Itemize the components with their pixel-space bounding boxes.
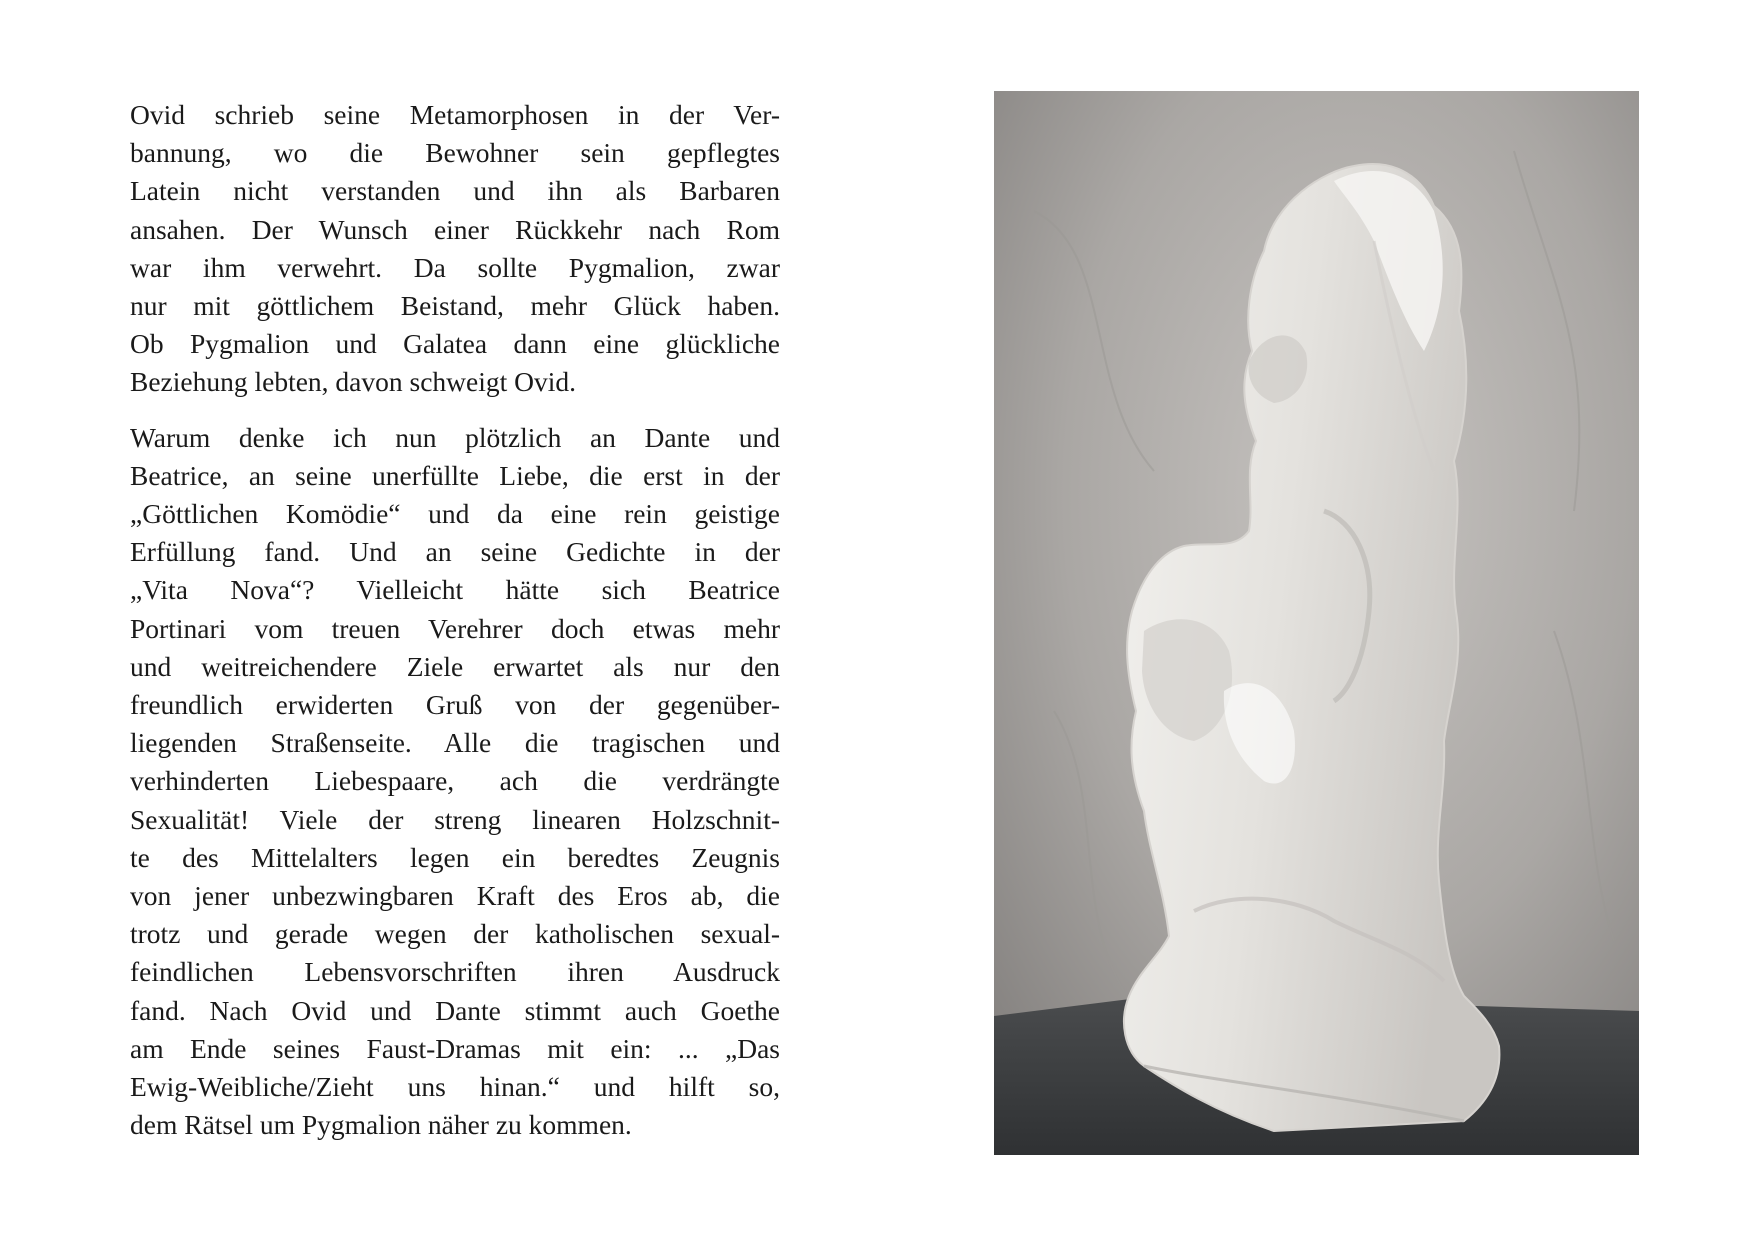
text-line: und weitreichendere Ziele erwartet als nur den [130,650,780,682]
paragraph-2 [130,419,780,1145]
text-line: verhinderten Liebespaare, ach die verdrängte [130,765,780,797]
text-line: „Göttlichen Komödie“ und da eine rein geistige [130,498,780,530]
sculpture-photo [994,91,1639,1155]
paragraph-1 [130,96,780,402]
body-text [130,96,780,1144]
text-line: am Ende seines Faust-Dramas mit ein: ... „Das [130,1032,780,1064]
text-line: war ihm verwehrt. Da sollte Pygmalion, zwar [130,251,780,283]
text-line: Ob Pygmalion und Galatea dann eine glückliche [130,328,780,360]
text-line: dem Rätsel um Pygmalion näher zu kommen. [130,1109,632,1141]
text-line: trotz und gerade wegen der katholischen sexual- [130,918,780,950]
text-line: bannung, wo die Bewohner sein gepflegtes [130,137,780,169]
text-line: freundlich erwiderten Gruß von der gegenüber- [130,689,780,721]
text-line: Beatrice, an seine unerfüllte Liebe, die erst in der [130,459,780,491]
text-line: von jener unbezwingbaren Kraft des Eros ab, die [130,880,780,912]
text-line: Erfüllung fand. Und an seine Gedichte in der [130,536,780,568]
text-line: Latein nicht verstanden und ihn als Barbaren [130,175,780,207]
sculpture-illustration [994,91,1639,1155]
text-line: nur mit göttlichem Beistand, mehr Glück haben. [130,290,780,322]
text-line: Portinari vom treuen Verehrer doch etwas mehr [130,612,780,644]
text-line: „Vita Nova“? Vielleicht hätte sich Beatrice [130,574,780,606]
text-line: Ewig-Weibliche/Zieht uns hinan.“ und hilft so, [130,1071,780,1103]
text-line: Sexualität! Viele der streng linearen Holzschnit- [130,803,780,835]
text-line: ansahen. Der Wunsch einer Rückkehr nach Rom [130,213,780,245]
text-line: te des Mittelalters legen ein beredtes Zeugnis [130,841,780,873]
text-line: fand. Nach Ovid und Dante stimmt auch Goethe [130,994,780,1026]
text-line: Ovid schrieb seine Metamorphosen in der Ver- [130,99,780,130]
text-line: Warum denke ich nun plötzlich an Dante und [130,421,780,453]
text-line: Beziehung lebten, davon schweigt Ovid. [130,366,577,398]
text-line: liegenden Straßenseite. Alle die tragischen und [130,727,780,759]
text-line: feindlichen Lebensvorschriften ihren Ausdruck [130,956,780,988]
